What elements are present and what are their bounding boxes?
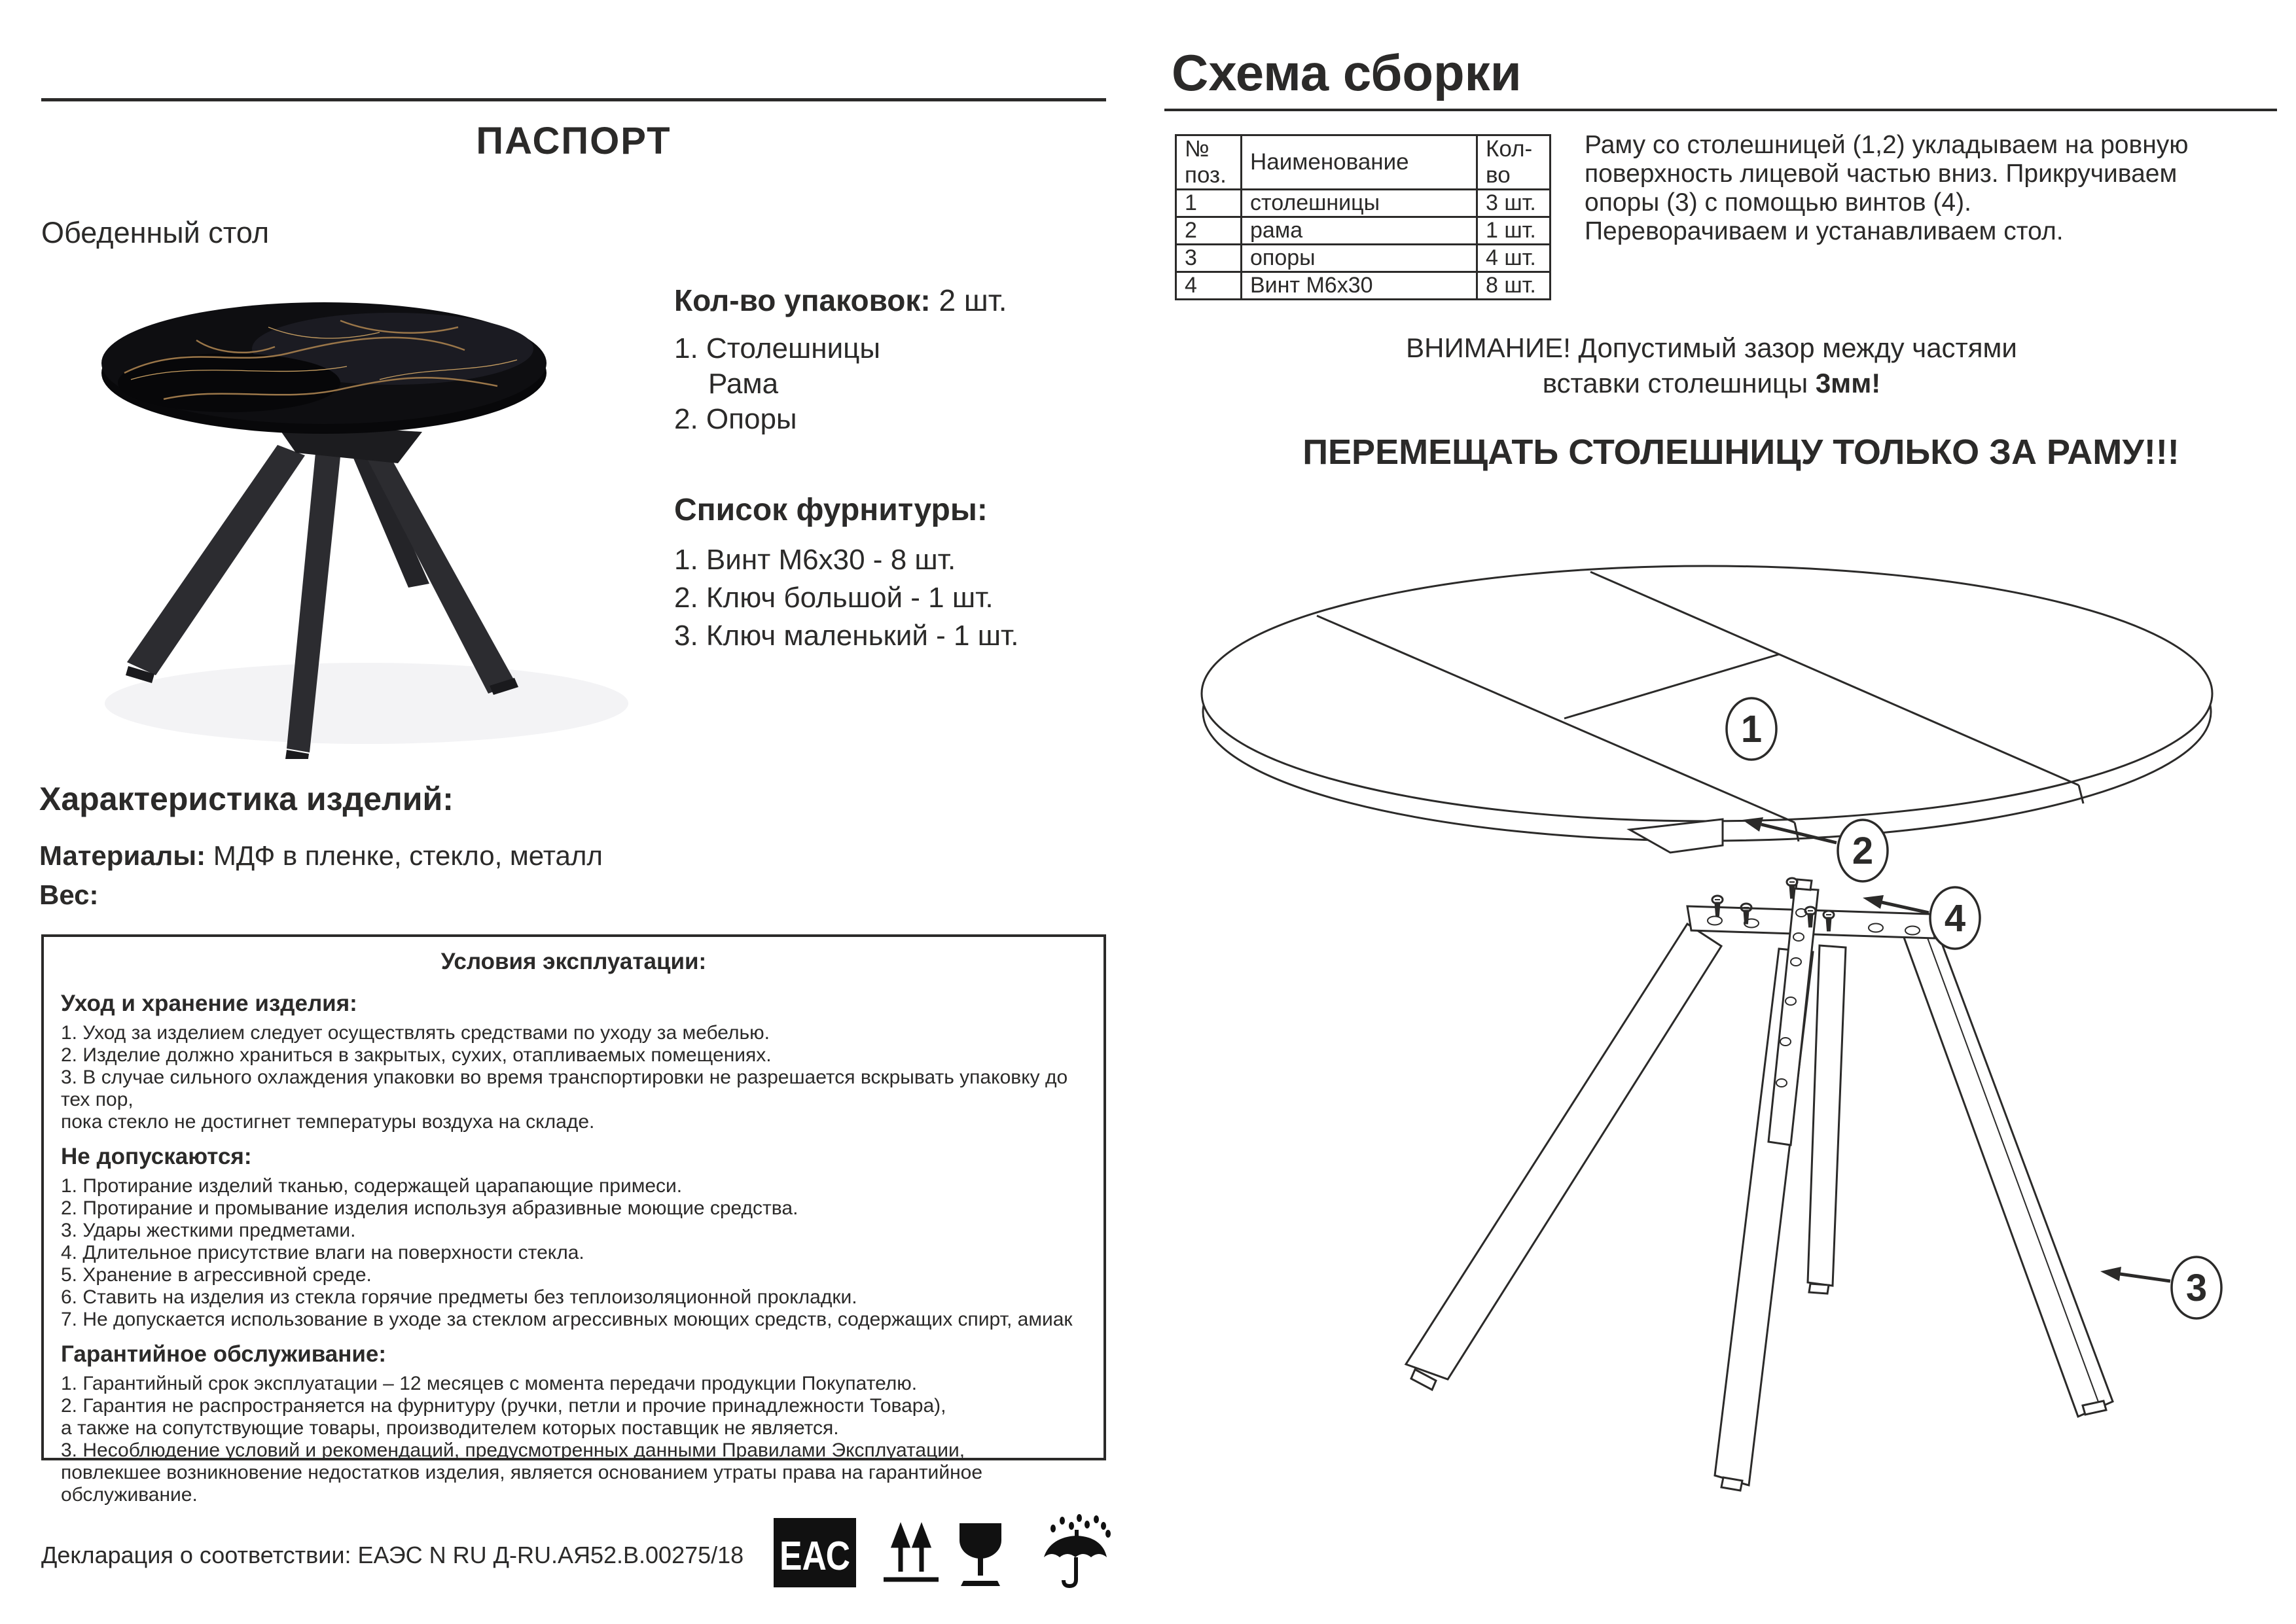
packages-heading (674, 283, 1007, 318)
parts-col-header-qty: Кол-во (1477, 135, 1551, 190)
packages-item: Рама (708, 368, 779, 400)
parts-col-header-num: № поз. (1176, 135, 1242, 190)
specs-title: Характеристика изделий: (39, 781, 454, 817)
packages-item: 1. Столешницы (674, 332, 881, 364)
conditions-title: Условия эксплуатации: (440, 949, 707, 974)
packages-list (674, 331, 1007, 437)
warranty-item: 1. Гарантийный срок эксплуатации – 12 месяцев с момента передачи продукции Покупателю. (61, 1373, 918, 1394)
assembly-instruction (1585, 131, 2265, 246)
warning-gap-value: 3мм! (1815, 368, 1881, 398)
callout-2-number: 2 (1852, 830, 1874, 872)
right-header-rule (1164, 109, 2277, 111)
warranty-item: 2. Гарантия не распространяется на фурнитуру (ручки, петли и прочие принадлежности Товара), (61, 1395, 946, 1417)
packages-label: Кол-во упаковок: (674, 283, 931, 317)
not-allowed-item: 1. Протирание изделий тканью, содержащей царапающие примеси. (61, 1175, 683, 1197)
callout-4-arrow (1882, 902, 1929, 913)
warranty-title: Гарантийное обслуживание: (61, 1341, 387, 1367)
photo-floor-shadow (105, 663, 628, 744)
not-allowed-list (61, 1175, 1086, 1331)
instruction-line: Переворачиваем и устанавливаем стол. (1585, 217, 2064, 245)
warning-line1: ВНИМАНИЕ! Допустимый зазор между частями (1406, 332, 2017, 363)
hardware-item: 2. Ключ большой - 1 шт. (674, 582, 994, 614)
not-allowed-item: 4. Длительное присутствие влаги на поверхности стекла. (61, 1242, 584, 1263)
care-item: 1. Уход за изделием следует осуществлять средствами по уходу за мебелью. (61, 1022, 770, 1044)
warranty-item: повлекшее возникновение недостатков изделия, является основанием утраты права на гарантийное обслуживание. (61, 1462, 983, 1506)
warranty-list (61, 1373, 1086, 1506)
diagram-leg-left (1406, 924, 1721, 1379)
not-allowed-title: Не допускаются: (61, 1144, 252, 1169)
assembly-title: Схема сборки (1172, 44, 1522, 101)
parts-col-header-name: Наименование (1242, 135, 1477, 190)
rain-drops (1050, 1514, 1111, 1538)
instruction-line: Раму со столешницей (1,2) укладываем на ровную (1585, 131, 2189, 159)
mounting-plate-top-tab (1796, 879, 1812, 890)
callout-3-number: 3 (2185, 1267, 2208, 1309)
not-allowed-item: 3. Удары жесткими предметами. (61, 1220, 356, 1241)
parts-table-row (1176, 217, 1551, 245)
specs-section (39, 780, 603, 911)
part-name: рама (1242, 217, 1477, 245)
caution-note: ПЕРЕМЕЩАТЬ СТОЛЕШНИЦУ ТОЛЬКО ЗА РАМУ!!! (1302, 432, 2179, 472)
leg-foot-rear (1809, 1284, 1829, 1294)
part-num: 1 (1176, 190, 1242, 217)
materials-line (39, 840, 603, 872)
parts-table (1175, 134, 1551, 300)
table-leg-right (361, 448, 516, 694)
eac-mark-icon (774, 1518, 856, 1587)
part-num: 4 (1176, 272, 1242, 300)
not-allowed-item: 5. Хранение в агрессивной среде. (61, 1264, 372, 1286)
callout-3-arrow (2120, 1274, 2170, 1281)
hardware-item: 1. Винт М6х30 - 8 шт. (674, 544, 956, 576)
packages-section (674, 283, 1007, 437)
page-title: ПАСПОРТ (476, 120, 672, 162)
callout-3-arrowhead (2100, 1267, 2121, 1281)
part-name: Винт М6х30 (1242, 272, 1477, 300)
care-title: Уход и хранение изделия: (61, 991, 357, 1016)
hardware-list (674, 541, 1019, 655)
fragile-glass-icon (950, 1519, 1011, 1587)
part-name: столешницы (1242, 190, 1477, 217)
instruction-line: поверхность лицевой частью вниз. Прикручиваем (1585, 160, 2178, 188)
diagram-leg-right (1898, 917, 2113, 1417)
warning-line2 (1276, 366, 2147, 401)
not-allowed-item: 7. Не допускается использование в уходе за стеклом агрессивных моющих средств, содержащих спирт, амиак (61, 1309, 1073, 1330)
callout-4-number: 4 (1944, 897, 1966, 940)
materials-label: Материалы: (39, 840, 206, 871)
product-name: Обеденный стол (41, 216, 270, 249)
conditions-box (41, 934, 1106, 1506)
product-photo (65, 281, 655, 759)
this-way-up-icon (877, 1519, 945, 1587)
part-qty: 4 шт. (1477, 245, 1551, 272)
part-qty: 1 шт. (1477, 217, 1551, 245)
warning-note (1276, 330, 2147, 401)
part-qty: 8 шт. (1477, 272, 1551, 300)
assembly-diagram (1172, 553, 2284, 1577)
leg-foot-front (1721, 1477, 1742, 1491)
warning-line2-text: вставки столешницы (1542, 368, 1816, 398)
care-item: 2. Изделие должно храниться в закрытых, сухих, отапливаемых помещениях. (61, 1044, 772, 1066)
rim-seam-tick-right (2079, 785, 2083, 803)
part-qty: 3 шт. (1477, 190, 1551, 217)
parts-table-row (1176, 190, 1551, 217)
part-num: 2 (1176, 217, 1242, 245)
part-num: 3 (1176, 245, 1242, 272)
parts-table-row (1176, 245, 1551, 272)
diagram-tabletop-outline (1202, 566, 2212, 821)
callout-4-arrowhead (1863, 895, 1884, 909)
frame-corner-tab (1630, 819, 1723, 853)
hardware-title: Список фурнитуры: (674, 493, 988, 527)
weight-label: Вес: (39, 879, 99, 910)
keep-dry-umbrella-icon (1036, 1514, 1116, 1590)
care-list (61, 1022, 1086, 1133)
table-leg-left (127, 445, 305, 675)
materials-value: МДФ в пленке, стекло, металл (213, 840, 603, 871)
part-name: опоры (1242, 245, 1477, 272)
packages-item: 2. Опоры (674, 403, 797, 435)
not-allowed-item: 6. Ставить на изделия из стекла горячие предметы без теплоизоляционной прокладки. (61, 1286, 857, 1308)
declaration-line: Декларация о соответствии: ЕАЭС N RU Д-RU.АЯ52.В.00275/18 (41, 1542, 744, 1568)
warranty-item: а также на сопутствующие товары, производителем которых поставщик не является. (61, 1417, 839, 1439)
care-item: пока стекло не достигнет температуры воздуха на складе. (61, 1111, 595, 1133)
callout-1-number: 1 (1740, 708, 1763, 750)
not-allowed-item: 2. Протирание и промывание изделия используя абразивные моющие средства. (61, 1197, 798, 1219)
diagram-leg-rear (1808, 945, 1846, 1286)
parts-table-header-row (1176, 135, 1551, 190)
parts-table-row (1176, 272, 1551, 300)
packages-value: 2 шт. (939, 283, 1007, 317)
leg-right-edge-line (1924, 929, 2100, 1405)
hardware-item: 3. Ключ маленький - 1 шт. (674, 620, 1019, 652)
left-header-rule (41, 98, 1106, 101)
hardware-section (674, 492, 1019, 655)
care-item: 3. В случае сильного охлаждения упаковки во время транспортировки не разрешается вскрывать упаковку до тех пор, (61, 1067, 1068, 1110)
instruction-line: опоры (3) с помощью винтов (4). (1585, 188, 1971, 217)
warranty-item: 3. Несоблюдение условий и рекомендаций, предусмотренных данными Правилами Эксплуатации, (61, 1439, 965, 1461)
eac-letters: ЕАС (780, 1534, 850, 1579)
